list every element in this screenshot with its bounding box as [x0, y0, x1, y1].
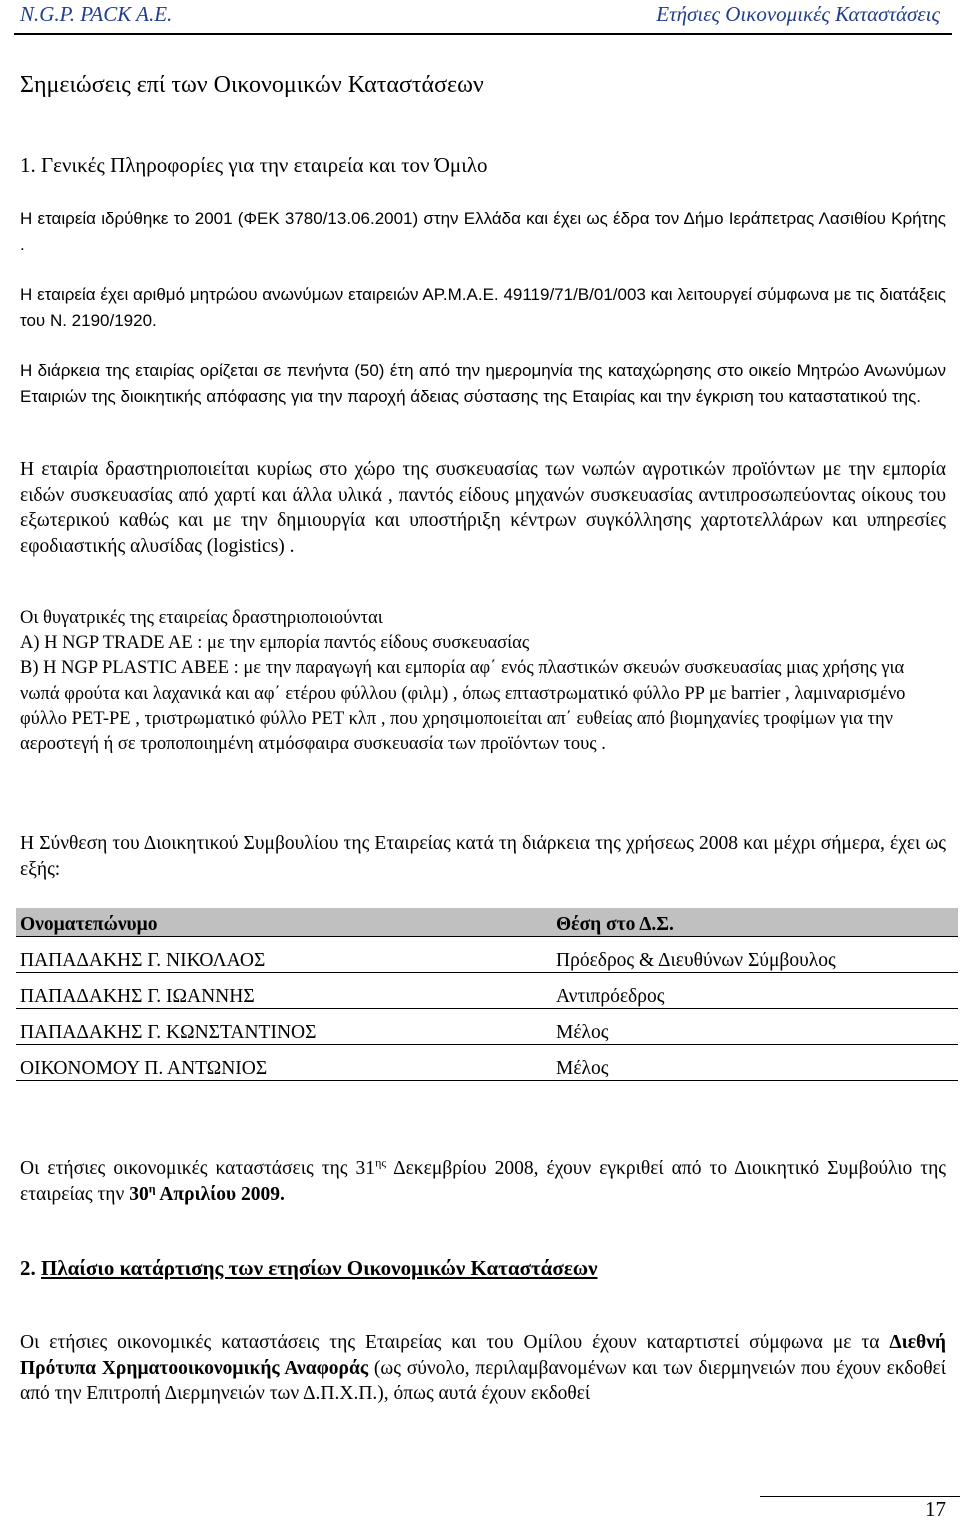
- page-number: 17: [925, 1497, 946, 1521]
- section-2-title: Πλαίσιο κατάρτισης των ετησίων Οικονομικών Καταστάσεων: [41, 1256, 598, 1280]
- approval-sup-1: ης: [375, 1155, 387, 1170]
- subsidiaries-intro: Οι θυγατρικές της εταιρείας δραστηριοποιούνται: [20, 608, 383, 628]
- paragraph-registry: Η εταιρεία έχει αριθμό μητρώου ανωνύμων εταιρειών ΑΡ.Μ.Α.Ε. 49119/71/Β/01/003 και λειτουργεί σύμφωνα με τις διατάξεις του Ν. 2190/1920.: [20, 285, 946, 330]
- header-company: N.G.P. PACK A.E.: [20, 2, 173, 26]
- member-name: ΟΙΚΟΝΟΜΟΥ Π. ΑΝΤΩΝΙΟΣ: [16, 1045, 552, 1081]
- member-name: ΠΑΠΑΔΑΚΗΣ Γ. ΝΙΚΟΛΑΟΣ: [16, 937, 552, 973]
- paragraph-board-intro: Η Σύνθεση του Διοικητικού Συμβουλίου της Εταιρείας κατά τη διάρκεια της χρήσεως 2008 και μέχρι σήμερα, έχει ως εξής:: [20, 833, 946, 880]
- page-title: Σημειώσεις επί των Οικονομικών Καταστάσεων: [20, 72, 484, 98]
- framework-text-b: (ως σύνολο, περιλαμβανομένων και των διερμηνειών που έχουν εκδοθεί από την Επιτροπή Διερμηνειών των Δ.Π.Χ.Π.), όπως αυτά έχουν εκδοθεί: [20, 1357, 946, 1404]
- member-role: Πρόεδρος & Διευθύνων Σύμβουλος: [552, 937, 958, 973]
- member-role: Μέλος: [552, 1009, 958, 1045]
- header-document-title: Ετήσιες Οικονομικές Καταστάσεις: [656, 2, 940, 26]
- section-2-heading: [20, 1256, 598, 1281]
- column-header-role: Θέση στο Δ.Σ.: [552, 908, 958, 937]
- section-2-number: 2.: [20, 1256, 36, 1280]
- approval-sup-2: η: [148, 1181, 156, 1195]
- framework-text-a: Οι ετήσιες οικονομικές καταστάσεις της Εταιρείας και του Ομίλου έχουν καταρτιστεί σύμφωνα με τα: [20, 1332, 890, 1353]
- member-name: ΠΑΠΑΔΑΚΗΣ Γ. ΚΩΝΣΤΑΝΤΙΝΟΣ: [16, 1009, 552, 1045]
- paragraph-activities: Η εταιρία δραστηριοποιείται κυρίως στο χώρο της συσκευασίας των νωπών αγροτικών προϊόντων με την εμπορία ειδών συσκευασίας από χαρτί και άλλα υλικά , παντός είδους μηχανών συσκευασίας αντιπροσωπεύοντας οίκους του εξωτερικού καθώς και με την δημιουργία και υποστήριξη κέντρων συγκόλλησης χαρτοτελλάρων και υπηρεσίες εφοδιαστικής αλυσίδας (logistics) .: [20, 459, 946, 557]
- subsidiary-a: Α) Η NGP TRADE AE : με την εμπορία παντός είδους συσκευασίας: [20, 633, 530, 654]
- member-role: Αντιπρόεδρος: [552, 973, 958, 1009]
- section-1-heading: 1. Γενικές Πληροφορίες για την εταιρεία και τον Όμιλο: [20, 153, 488, 177]
- subsidiary-b: Β) Η NGP PLASTIC ABEE : με την παραγωγή και εμπορία αφ΄ ενός πλαστικών σκευών συσκευασίας μιας χρήσης για νωπά φρούτα και λαχανικά και αφ΄ ετέρου φύλλου (φιλμ) , όπως επταστρωματικό φύλλο PP με barrier , λαμιναρισμένο φύλλο PET-PE , τριστρωματικό φύλλο PET κλπ , που χρησιμοποιείται απ΄ ευθείας από βιομηχανίες τροφίμων για την αεροστεγή ή σε τροποποιημένη ατμόσφαιρα συσκευασία των προϊόντων τους .: [20, 658, 906, 755]
- paragraph-duration: Η διάρκεια της εταιρίας ορίζεται σε πενήντα (50) έτη από την ημερομηνία της καταχώρησης στο οικείο Μητρώο Ανωνύμων Εταιριών της διοικητικής απόφασης για την παροχή άδειας σύστασης της Εταιρίας και την έγκριση του καταστατικού της.: [20, 361, 946, 406]
- table-row: [16, 1009, 958, 1045]
- member-role: Μέλος: [552, 1045, 958, 1081]
- header-rule: [14, 33, 952, 35]
- table-row: [16, 937, 958, 973]
- member-name: ΠΑΠΑΔΑΚΗΣ Γ. ΙΩΑΝΝΗΣ: [16, 973, 552, 1009]
- subsidiaries-block: [20, 606, 946, 757]
- approval-text-b: Δεκεμβρίου 2008, έχουν εγκριθεί από το Διοικητικό Συμβούλιο της εταιρείας την: [20, 1158, 947, 1205]
- paragraph-framework: [20, 1330, 946, 1407]
- paragraph-approval: [20, 1156, 946, 1207]
- approval-text-a: Οι ετήσιες οικονομικές καταστάσεις της 31: [20, 1158, 376, 1179]
- paragraph-founding: Η εταιρεία ιδρύθηκε το 2001 (ΦΕΚ 3780/13.06.2001) στην Ελλάδα και έχει ως έδρα τον Δήμο Ιεράπετρας Λασιθίου Κρήτης .: [20, 209, 946, 254]
- table-row: [16, 1045, 958, 1081]
- table-row: [16, 973, 958, 1009]
- column-header-name: Ονοματεπώνυμο: [16, 908, 552, 937]
- board-table-header: [16, 908, 958, 937]
- approval-date: $30^\eta$ Απριλίου 2009.: [129, 1181, 285, 1205]
- board-table: [16, 908, 958, 1081]
- framework-ifrs: Διεθνή Πρότυπα Χρηματοοικονομικής Αναφοράς: [20, 1332, 946, 1379]
